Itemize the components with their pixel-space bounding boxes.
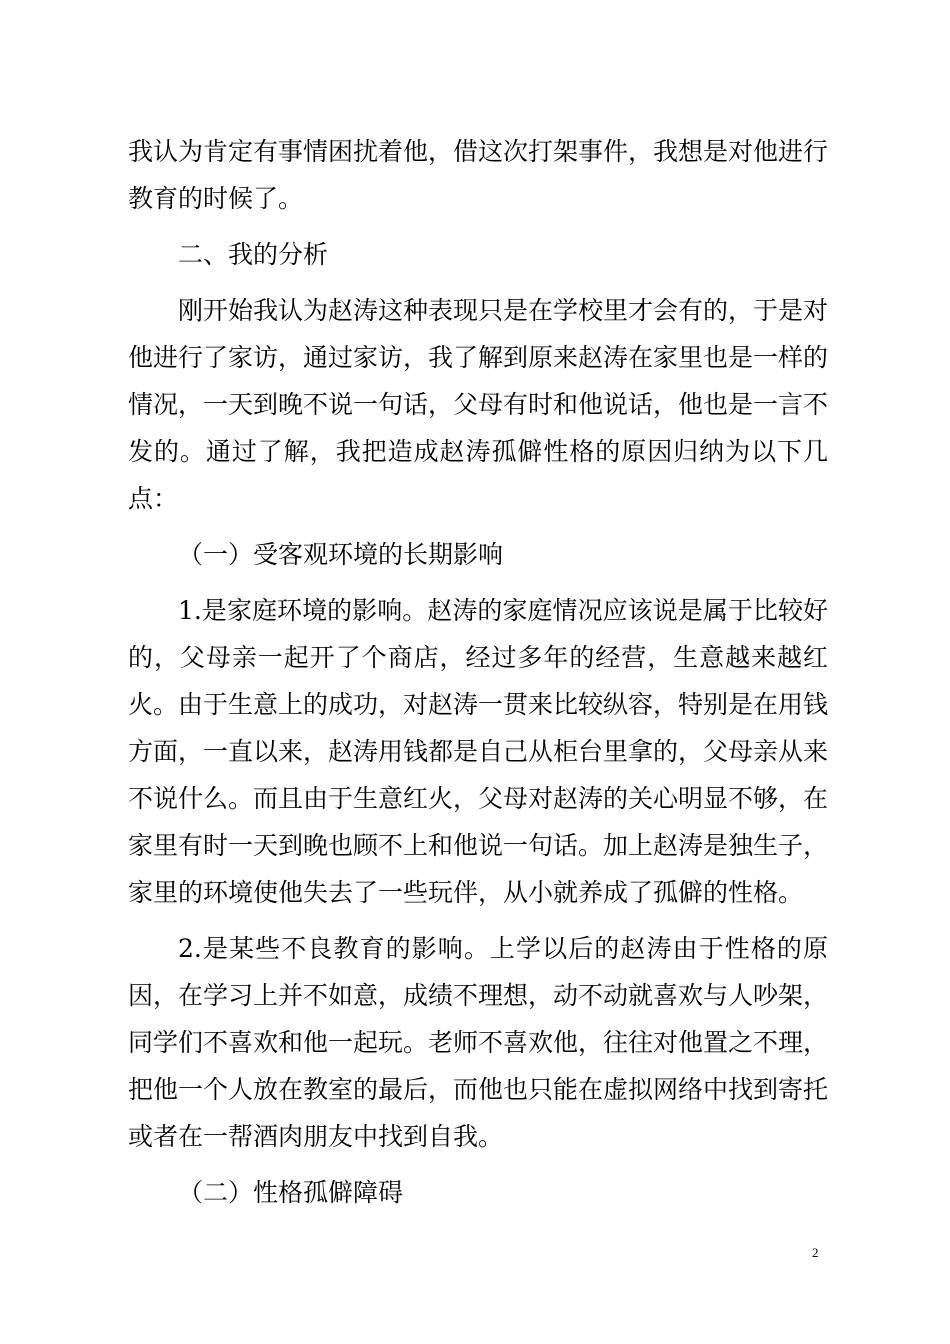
page-number: 2 xyxy=(812,1245,819,1260)
paragraph-home-visit: 刚开始我认为赵涛这种表现只是在学校里才会有的，于是对他进行了家访，通过家访，我了解到原来赵涛在家里也是一样的情况，一天到晚不说一句话，父母有时和他说话，他也是一言不发的。通过了解，我把造成赵涛孤僻性格的原因归纳为以下几点： xyxy=(128,296,829,513)
paragraph-bad-education: 2.是某些不良教育的影响。上学以后的赵涛由于性格的原因，在学习上并不如意，成绩不理想，动不动就喜欢与人吵架，同学们不喜欢和他一起玩。老师不喜欢他，往往对他置之不理，把他一个人放在教室的最后，而他也只能在虚拟网络中找到寄托或者在一帮酒肉朋友中找到自我。 xyxy=(128,934,829,1151)
section-heading-analysis: 二、我的分析 xyxy=(178,240,329,269)
subheading-personality: （二）性格孤僻障碍 xyxy=(178,1178,404,1207)
paragraph-continuation: 我认为肯定有事情困扰着他，借这次打架事件，我想是对他进行教育的时候了。 xyxy=(128,137,829,213)
subheading-environment: （一）受客观环境的长期影响 xyxy=(178,540,504,569)
document-page xyxy=(128,128,828,1225)
paragraph-family-environment: 1.是家庭环境的影响。赵涛的家庭情况应该说是属于比较好的，父母亲一起开了个商店，经过多年的经营，生意越来越红火。由于生意上的成功，对赵涛一贯来比较纵容，特别是在用钱方面，一直以来，赵涛用钱都是自己从柜台里拿的，父母亲从来不说什么。而且由于生意红火，父母对赵涛的关心明显不够，在家里有时一天到晚也顾不上和他说一句话。加上赵涛是独生子，家里的环境使他失去了一些玩伴，从小就养成了孤僻的性格。 xyxy=(128,596,829,907)
